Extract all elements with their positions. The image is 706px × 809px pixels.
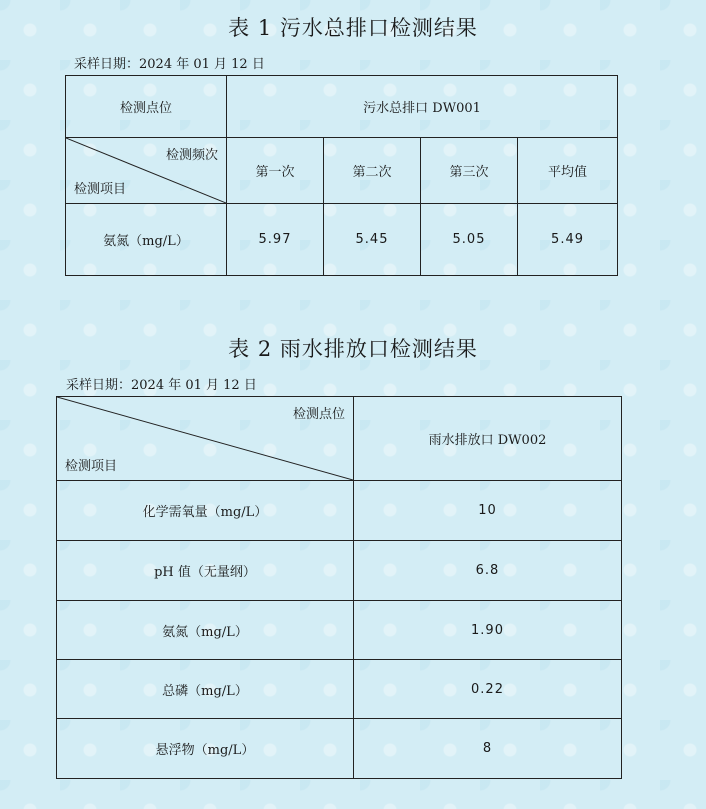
table2-value: 8 <box>354 719 622 779</box>
table2 <box>56 396 622 779</box>
table2-item-name: pH 值（无量纲） <box>57 541 354 601</box>
table1-freq-label: 检测频次 <box>165 148 218 163</box>
table2-value: 6.8 <box>354 541 622 601</box>
table-row <box>57 660 622 719</box>
table1-col-header: 第三次 <box>421 138 518 204</box>
table1-col-header: 平均值 <box>518 138 618 204</box>
table-row <box>66 204 618 276</box>
table1-title: 表 1 污水总排口检测结果 <box>228 16 478 40</box>
table2-value: 0.22 <box>354 660 622 719</box>
table1-value: 5.97 <box>227 204 324 276</box>
table2-title: 表 2 雨水排放口检测结果 <box>228 337 478 361</box>
table2-point-label: 检测点位 <box>292 407 345 422</box>
table1 <box>65 75 618 276</box>
table-row <box>57 601 622 660</box>
table2-item-name: 化学需氧量（mg/L） <box>57 481 354 541</box>
table1-value: 5.05 <box>421 204 518 276</box>
table-row <box>57 481 622 541</box>
table2-sampling-date: 采样日期：2024 年 01 月 12 日 <box>66 378 257 393</box>
table-row <box>57 541 622 601</box>
table1-item-name: 氨氮（mg/L） <box>66 204 227 276</box>
table1-col-header: 第二次 <box>324 138 421 204</box>
table1-value: 5.49 <box>518 204 618 276</box>
table2-item-name: 悬浮物（mg/L） <box>57 719 354 779</box>
table2-diagonal-header <box>57 397 354 481</box>
table1-point-value: 污水总排口 DW001 <box>227 76 618 138</box>
table1-item-label: 检测项目 <box>74 182 127 197</box>
table-row <box>57 719 622 779</box>
table1-value: 5.45 <box>324 204 421 276</box>
table1-point-label: 检测点位 <box>66 76 227 138</box>
table1-sampling-date: 采样日期：2024 年 01 月 12 日 <box>74 57 265 72</box>
table2-item-label: 检测项目 <box>65 459 118 474</box>
table1-diagonal-header <box>66 138 227 204</box>
table2-value: 10 <box>354 481 622 541</box>
table2-item-name: 总磷（mg/L） <box>57 660 354 719</box>
table1-col-header: 第一次 <box>227 138 324 204</box>
table2-point-value: 雨水排放口 DW002 <box>354 397 622 481</box>
table2-item-name: 氨氮（mg/L） <box>57 601 354 660</box>
table2-value: 1.90 <box>354 601 622 660</box>
